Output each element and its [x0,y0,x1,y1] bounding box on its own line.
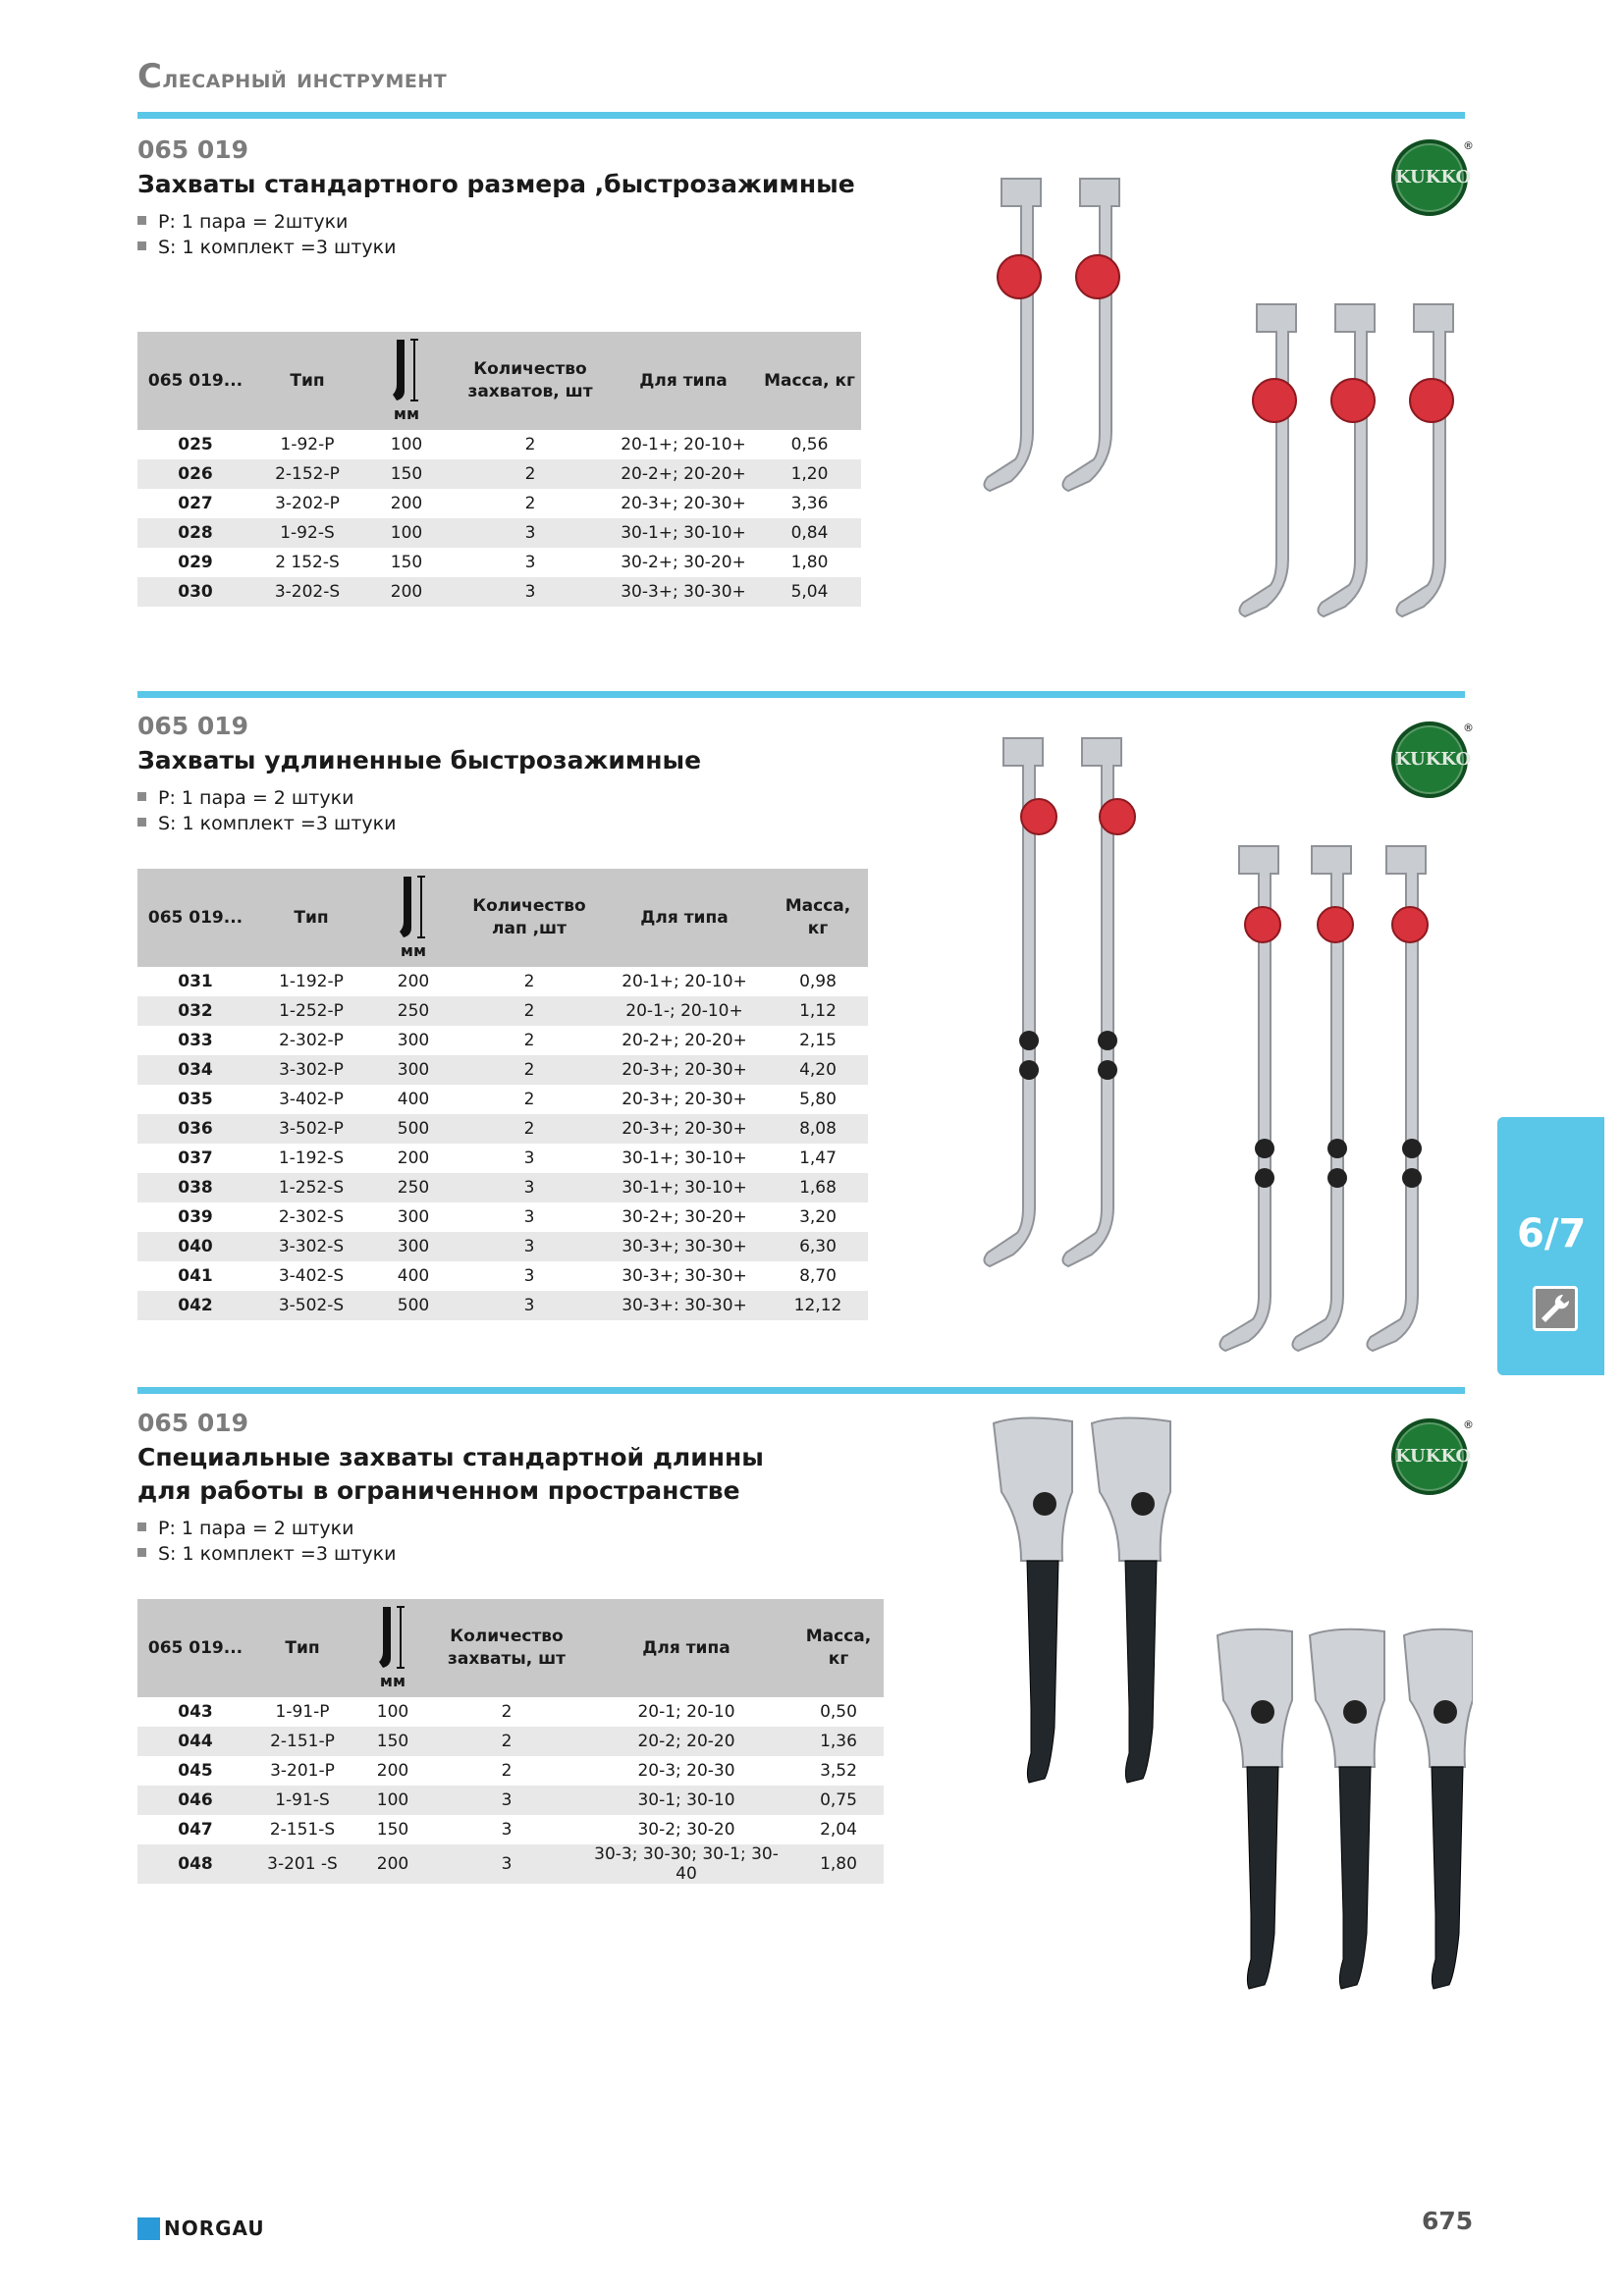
wrench-icon [1533,1286,1578,1331]
table-cell: 12,12 [768,1291,868,1320]
table-cell: 0,98 [799,972,837,991]
table-cell: 1,80 [790,553,829,572]
col-header: Масса, кг [793,1599,884,1697]
table-cell: 100 [390,435,423,454]
table-row [137,459,861,489]
table-cell: 1-92-S [253,518,361,548]
col-header: Тип [253,1599,352,1697]
table-cell: 0,56 [790,435,829,454]
col-header: 065 019... [137,869,253,967]
table-cell: 2-152-P [253,459,361,489]
table-cell: 0,75 [793,1786,884,1815]
table-cell: 2 [523,972,535,991]
table-cell: 038 [137,1173,253,1202]
table-cell: 2 [524,494,536,513]
jaw-length-icon [373,1605,412,1670]
table-cell: 200 [376,1761,409,1781]
table-cell: 048 [137,1844,253,1884]
col-header: 065 019... [137,1599,253,1697]
package-item: S: 1 комплект =3 штуки [137,1541,923,1567]
table-row [137,489,861,518]
col-header-length: мм [361,332,452,430]
package-item: S: 1 комплект =3 штуки [137,235,923,260]
table-cell: 20-1-; 20-10+ [601,996,768,1026]
section-standard-jaws [137,135,923,260]
table-cell: 1,47 [799,1148,837,1168]
jaw-length-icon [394,875,433,939]
table-row [137,1815,884,1844]
page-number: 675 [1422,2207,1474,2235]
table-cell: 3,52 [820,1761,857,1781]
table-cell: 20-2+; 20-20+ [622,1031,747,1050]
table-cell: 400 [397,1266,430,1286]
table-cell: 1-91-S [253,1786,352,1815]
bolt-icon [1019,1031,1422,1188]
table-cell: 3 [524,553,536,572]
table-cell: 20-1+; 20-10+ [622,972,747,991]
table-cell: 250 [369,1173,458,1202]
bullet-icon [137,241,146,250]
col-header: Для типа [579,1599,793,1697]
table-cell: 032 [137,996,253,1026]
table-cell: 2 152-S [275,553,340,572]
section-code: 065 019 [137,712,249,740]
table-cell: 200 [361,577,452,607]
table-cell: 100 [361,518,452,548]
kukko-logo: KUKKO ® [1391,721,1468,798]
table-cell: 1-252-S [253,1173,369,1202]
jaw-length-icon [387,338,426,402]
table-cell: 3 [523,1148,535,1168]
bullet-icon [137,792,146,801]
table-row [137,1232,868,1261]
section-title: Захваты удлиненные быстрозажимные [137,746,702,774]
table-cell: 20-1; 20-10 [637,1702,735,1722]
product-image-extended-jaws [962,736,1473,1355]
section-special-jaws [137,1409,923,1567]
bullet-icon [137,1548,146,1557]
table-cell: 20-2; 20-20 [579,1727,793,1756]
header-rule [137,112,1465,119]
table-cell: 033 [178,1031,213,1050]
package-list [137,209,923,260]
table-cell: 20-1+; 20-10+ [621,435,746,454]
section-title: Захваты стандартного размера ,быстрозажимные [137,170,855,198]
table-row [137,1055,868,1085]
chapter-tab[interactable] [1497,1117,1604,1375]
table-cell: 30-3+; 30-30+ [622,1266,747,1286]
col-header: Количество лап ,шт [458,869,601,967]
table-cell: 100 [352,1786,434,1815]
product-image-standard-jaws [972,167,1483,638]
table-cell: 100 [376,1702,409,1722]
col-header: Для типа [601,869,768,967]
kukko-logo: KUKKO ® [1391,139,1468,216]
spec-table-2 [137,869,868,1320]
table-row [137,518,861,548]
table-cell: 2 [434,1727,579,1756]
table-cell: 040 [137,1232,253,1261]
table-row [137,1144,868,1173]
table-cell: 2 [523,1031,535,1050]
table-row [137,548,861,577]
table-cell: 0,84 [758,518,861,548]
table-cell: 042 [137,1291,253,1320]
col-header: Для типа [609,332,758,430]
table-cell: 3-201 -S [253,1844,352,1884]
table-cell: 3-502-P [253,1114,369,1144]
table-row [137,1026,868,1055]
table-cell: 200 [390,494,423,513]
page-title: Слесарный инструмент [137,57,448,96]
table-cell: 300 [369,1232,458,1261]
table-cell: 200 [397,1148,430,1168]
table-cell: 20-3; 20-30 [637,1761,735,1781]
spec-table-1 [137,332,861,607]
table-body-1 [137,430,861,607]
table-cell: 200 [352,1844,434,1884]
table-cell: 1,68 [768,1173,868,1202]
chapter-page-label: 6/7 [1517,1211,1587,1256]
table-cell: 2-151-P [253,1727,352,1756]
section-code: 065 019 [137,135,249,164]
table-cell: 5,80 [799,1090,837,1109]
package-item: P: 1 пара = 2штуки [137,209,923,235]
table-row [137,1173,868,1202]
package-item: S: 1 комплект =3 штуки [137,811,923,836]
table-cell: 2-302-P [279,1031,344,1050]
table-row [137,1291,868,1320]
table-cell: 1,80 [793,1844,884,1884]
table-row [137,1727,884,1756]
table-cell: 2,04 [820,1820,857,1840]
table-cell: 041 [178,1266,213,1286]
table-cell: 6,30 [768,1232,868,1261]
table-cell: 036 [137,1114,253,1144]
table-cell: 031 [178,972,213,991]
table-cell: 2 [452,459,609,489]
table-cell: 30-3+; 30-30+ [601,1232,768,1261]
table-row [137,1114,868,1144]
section-title: Специальные захваты стандартной длинны для работы в ограниченном пространстве [137,1443,764,1505]
table-cell: 3 [458,1173,601,1202]
table-cell: 3-502-S [253,1291,369,1320]
table-cell: 030 [137,577,253,607]
section-rule [137,691,1465,698]
table-cell: 30-3+; 30-30+ [609,577,758,607]
table-cell: 0,50 [820,1702,857,1722]
table-row [137,430,861,459]
table-cell: 3 [523,1266,535,1286]
table-cell: 20-3+; 20-30+ [601,1055,768,1085]
col-header-length: мм [369,869,458,967]
table-cell: 8,08 [768,1114,868,1144]
table-row [137,1085,868,1114]
table-cell: 1,12 [768,996,868,1026]
table-cell: 3 [523,1207,535,1227]
table-cell: 5,04 [758,577,861,607]
table-cell: 1-91-P [275,1702,330,1722]
jaw-arm [1027,1561,1463,1989]
table-cell: 3 [452,577,609,607]
package-item: P: 1 пара = 2 штуки [137,1516,923,1541]
table-cell: 3-402-P [279,1090,344,1109]
table-row [137,1844,884,1884]
table-cell: 2 [524,435,536,454]
col-header: Масса, кг [768,869,868,967]
bullet-icon [137,216,146,225]
table-cell: 20-3+; 20-30+ [621,494,746,513]
table-cell: 3 [434,1786,579,1815]
bullet-icon [137,1522,146,1531]
col-header: Тип [253,869,369,967]
table-cell: 1-252-P [253,996,369,1026]
table-cell: 30-1+; 30-10+ [609,518,758,548]
table-row [137,1786,884,1815]
table-cell: 046 [137,1786,253,1815]
table-row [137,1697,884,1727]
table-cell: 3-202-S [253,577,361,607]
table-cell: 1-92-P [280,435,335,454]
table-cell: 039 [178,1207,213,1227]
table-cell: 1-192-P [279,972,344,991]
table-cell: 30-3; 30-30; 30-1; 30-40 [579,1844,793,1884]
table-cell: 500 [369,1114,458,1144]
table-cell: 3 [458,1291,601,1320]
table-cell: 2 [501,1761,513,1781]
table-cell: 2-151-S [269,1820,336,1840]
table-cell: 047 [178,1820,213,1840]
table-cell: 3 [501,1820,513,1840]
table-cell: 2-302-S [278,1207,345,1227]
table-body-2 [137,967,868,1320]
table-cell: 300 [397,1207,430,1227]
table-cell: 3 [434,1844,579,1884]
table-row [137,996,868,1026]
spec-table-3 [137,1599,884,1884]
table-cell: 300 [397,1031,430,1050]
table-cell: 3-202-P [275,494,340,513]
jaw-arm [984,179,1453,616]
package-item: P: 1 пара = 2 штуки [137,785,923,811]
table-cell: 027 [178,494,213,513]
table-cell: 150 [361,459,452,489]
table-cell: 025 [178,435,213,454]
table-cell: 150 [376,1820,409,1840]
table-row [137,577,861,607]
table-body-3 [137,1697,884,1884]
table-row [137,1756,884,1786]
table-cell: 043 [178,1702,213,1722]
table-cell: 30-2+; 30-20+ [621,553,746,572]
col-header: Количество захваты, шт [434,1599,579,1697]
table-cell: 3-402-S [278,1266,345,1286]
table-cell: 30-3+: 30-30+ [601,1291,768,1320]
table-cell: 2 [458,1114,601,1144]
table-cell: 300 [369,1055,458,1085]
table-cell: 30-1+; 30-10+ [622,1148,747,1168]
table-cell: 3-201-P [270,1761,335,1781]
table-row [137,1202,868,1232]
bullet-icon [137,818,146,827]
table-cell: 044 [137,1727,253,1756]
section-rule [137,1387,1465,1394]
col-header: 065 019... [137,332,253,430]
table-cell: 20-3+; 20-30+ [622,1090,747,1109]
table-cell: 035 [178,1090,213,1109]
table-cell: 400 [397,1090,430,1109]
table-cell: 30-1+; 30-10+ [601,1173,768,1202]
table-cell: 3-302-S [253,1232,369,1261]
table-cell: 2 [501,1702,513,1722]
table-cell: 30-2; 30-20 [637,1820,735,1840]
table-cell: 1,36 [793,1727,884,1756]
table-cell: 2 [523,1090,535,1109]
table-cell: 2 [458,1055,601,1085]
product-image-special-jaws [982,1414,1473,2002]
clamp-knob-icon [1021,799,1428,942]
table-cell: 30-1; 30-10 [579,1786,793,1815]
table-cell: 500 [369,1291,458,1320]
table-cell: 3,20 [799,1207,837,1227]
table-cell: 20-3+; 20-30+ [601,1114,768,1144]
package-list [137,785,923,836]
clamp-knob-icon [998,255,1453,422]
table-cell: 034 [137,1055,253,1085]
table-cell: 3-302-P [253,1055,369,1085]
table-cell: 1-192-S [278,1148,345,1168]
table-cell: 026 [137,459,253,489]
table-cell: 150 [352,1727,434,1756]
table-cell: 200 [397,972,430,991]
table-cell: 029 [178,553,213,572]
table-cell: 3,36 [790,494,829,513]
kukko-logo: KUKKO ® [1391,1418,1468,1495]
table-cell: 8,70 [799,1266,837,1286]
table-cell: 2,15 [799,1031,837,1050]
table-cell: 250 [369,996,458,1026]
table-cell: 4,20 [768,1055,868,1085]
table-cell: 3 [458,1232,601,1261]
col-header: Количество захватов, шт [452,332,609,430]
norgau-logo: NORGAU [137,2216,265,2240]
table-row [137,967,868,996]
col-header-length: мм [352,1599,434,1697]
table-cell: 2 [458,996,601,1026]
table-cell: 028 [137,518,253,548]
package-list [137,1516,923,1567]
table-cell: 30-2+; 30-20+ [622,1207,747,1227]
table-cell: 1,20 [758,459,861,489]
section-code: 065 019 [137,1409,249,1437]
table-cell: 045 [178,1761,213,1781]
table-cell: 20-2+; 20-20+ [609,459,758,489]
col-header: Тип [253,332,361,430]
logo-square-icon [137,2217,160,2240]
table-cell: 3 [452,518,609,548]
section-extended-jaws [137,712,923,836]
table-cell: 150 [390,553,423,572]
table-cell: 037 [178,1148,213,1168]
col-header: Масса, кг [758,332,861,430]
table-row [137,1261,868,1291]
